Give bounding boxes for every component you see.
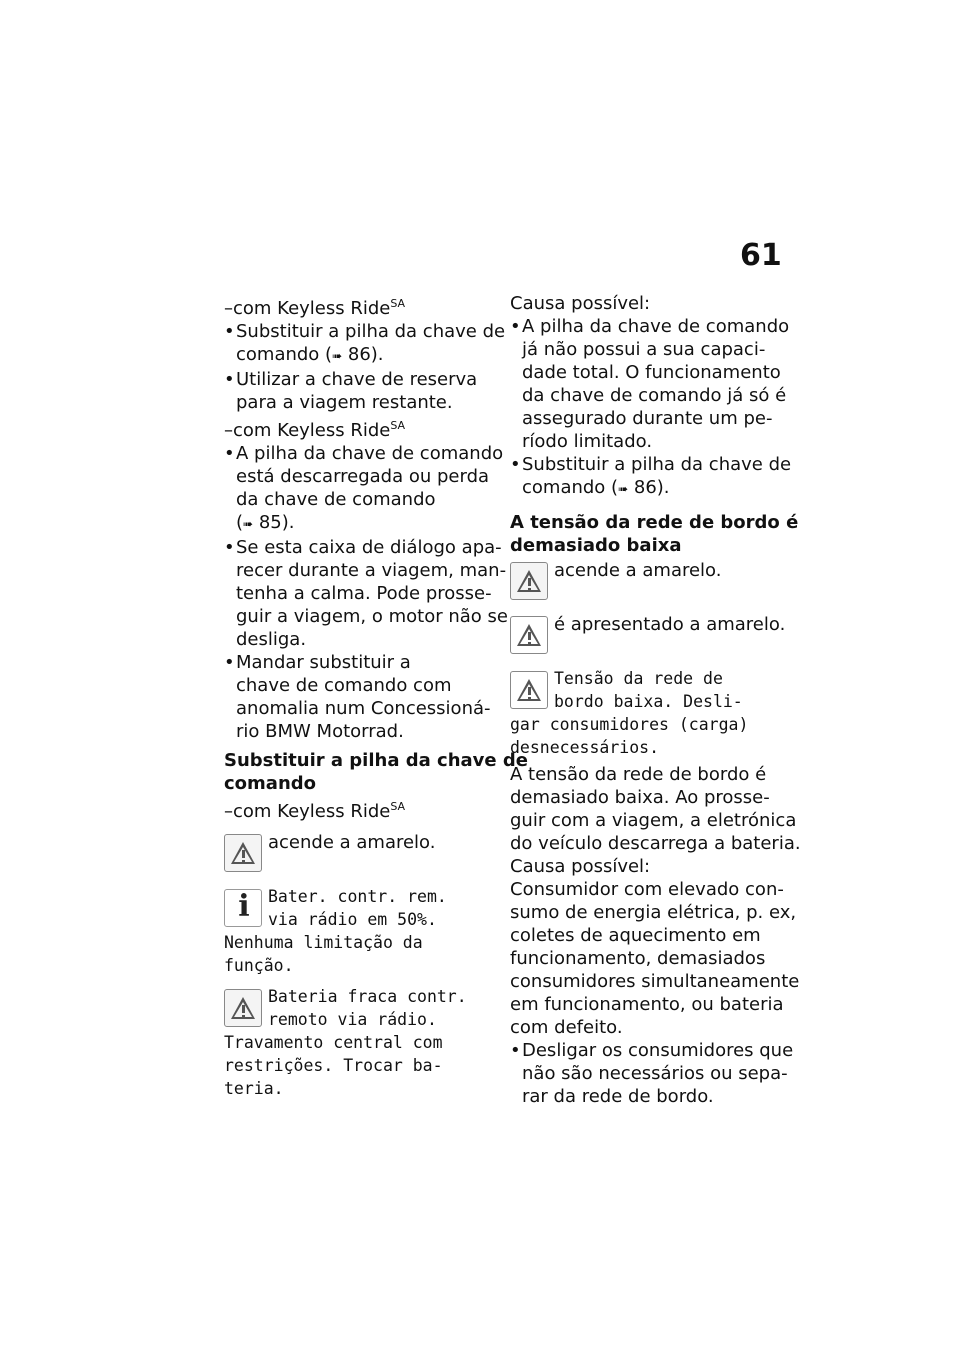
list-item: • A pilha da chave de comando está descarregada ou perda da chave de comando (➠ 85). [224,442,494,536]
warning-display-block: é apresentado a amarelo. [510,613,780,659]
condition-line: –com Keyless Ride$^{SA}$ [224,800,406,822]
warning-triangle-icon [510,671,548,709]
page-number: 61 [740,238,782,273]
info-message-block: i Bater. contr. rem. via rádio em 50%. Nenhuma limitação da função. [224,887,447,975]
list-item: • A pilha da chave de comando já não possui a sua capaci- dade total. O funcionamento da chave de comando já só é assegurado durante um pe- ríodo limitado. [510,315,780,453]
reference-arrow-icon[interactable]: ➠ [618,482,629,496]
warning-message-block: Tensão da rede de bordo baixa. Desli- gar consumidores (carga) desnecessários. [510,669,749,757]
condition-line: –com Keyless Ride$^{SA}$ [224,297,406,319]
list-item: • Utilizar a chave de reserva para a viagem restante. [224,368,494,414]
list-item: • Se esta caixa de diálogo apa- recer durante a viagem, man- tenha a calma. Pode prosse- guir a viagem, o motor não se desliga. [224,536,494,651]
cause-label: Causa possível: [510,856,651,877]
cause-label: Causa possível: [510,293,651,314]
warning-triangle-icon [510,616,548,654]
list-item: • Substituir a pilha da chave de comando (➠ 86). [510,453,780,501]
warning-triangle-icon [224,989,262,1027]
list-item: • Substituir a pilha da chave de comando (➠ 86). [224,320,494,368]
sa-superscript: SA [390,419,406,432]
warning-indicator-block: acende a amarelo. [224,831,494,877]
section-heading: Substituir a pilha da chave de comando [224,750,528,794]
warning-message-block: Bateria fraca contr. remoto via rádio. Travamento central com restrições. Trocar ba- teria. [224,987,467,1098]
info-icon: i [224,889,262,927]
condition-line: –com Keyless Ride$^{SA}$ [224,419,406,441]
section-heading: A tensão da rede de bordo é demasiado baixa [510,512,799,556]
right-column [510,292,801,1108]
left-column [224,292,528,1100]
sa-superscript: SA [390,800,406,813]
paragraph: Consumidor com elevado con- sumo de energia elétrica, p. ex, coletes de aquecimento em funcionamento, demasiados consumidores simultaneamente em funcionamento, ou bateria com defeito. [510,879,800,1038]
list-item: • Desligar os consumidores que não são necessários ou sepa- rar da rede de bordo. [510,1039,780,1108]
warning-triangle-icon [510,562,548,600]
paragraph: A tensão da rede de bordo é demasiado baixa. Ao prosse- guir com a viagem, a eletrónica do veículo descarrega a bateria. [510,764,801,854]
sa-superscript: SA [390,297,406,310]
warning-indicator-block: acende a amarelo. [510,559,780,605]
list-item: • Mandar substituir a chave de comando com anomalia num Concessioná- rio BMW Motorrad. [224,651,494,743]
reference-arrow-icon[interactable]: ➠ [243,517,254,531]
warning-triangle-icon [224,834,262,872]
reference-arrow-icon[interactable]: ➠ [332,349,343,363]
